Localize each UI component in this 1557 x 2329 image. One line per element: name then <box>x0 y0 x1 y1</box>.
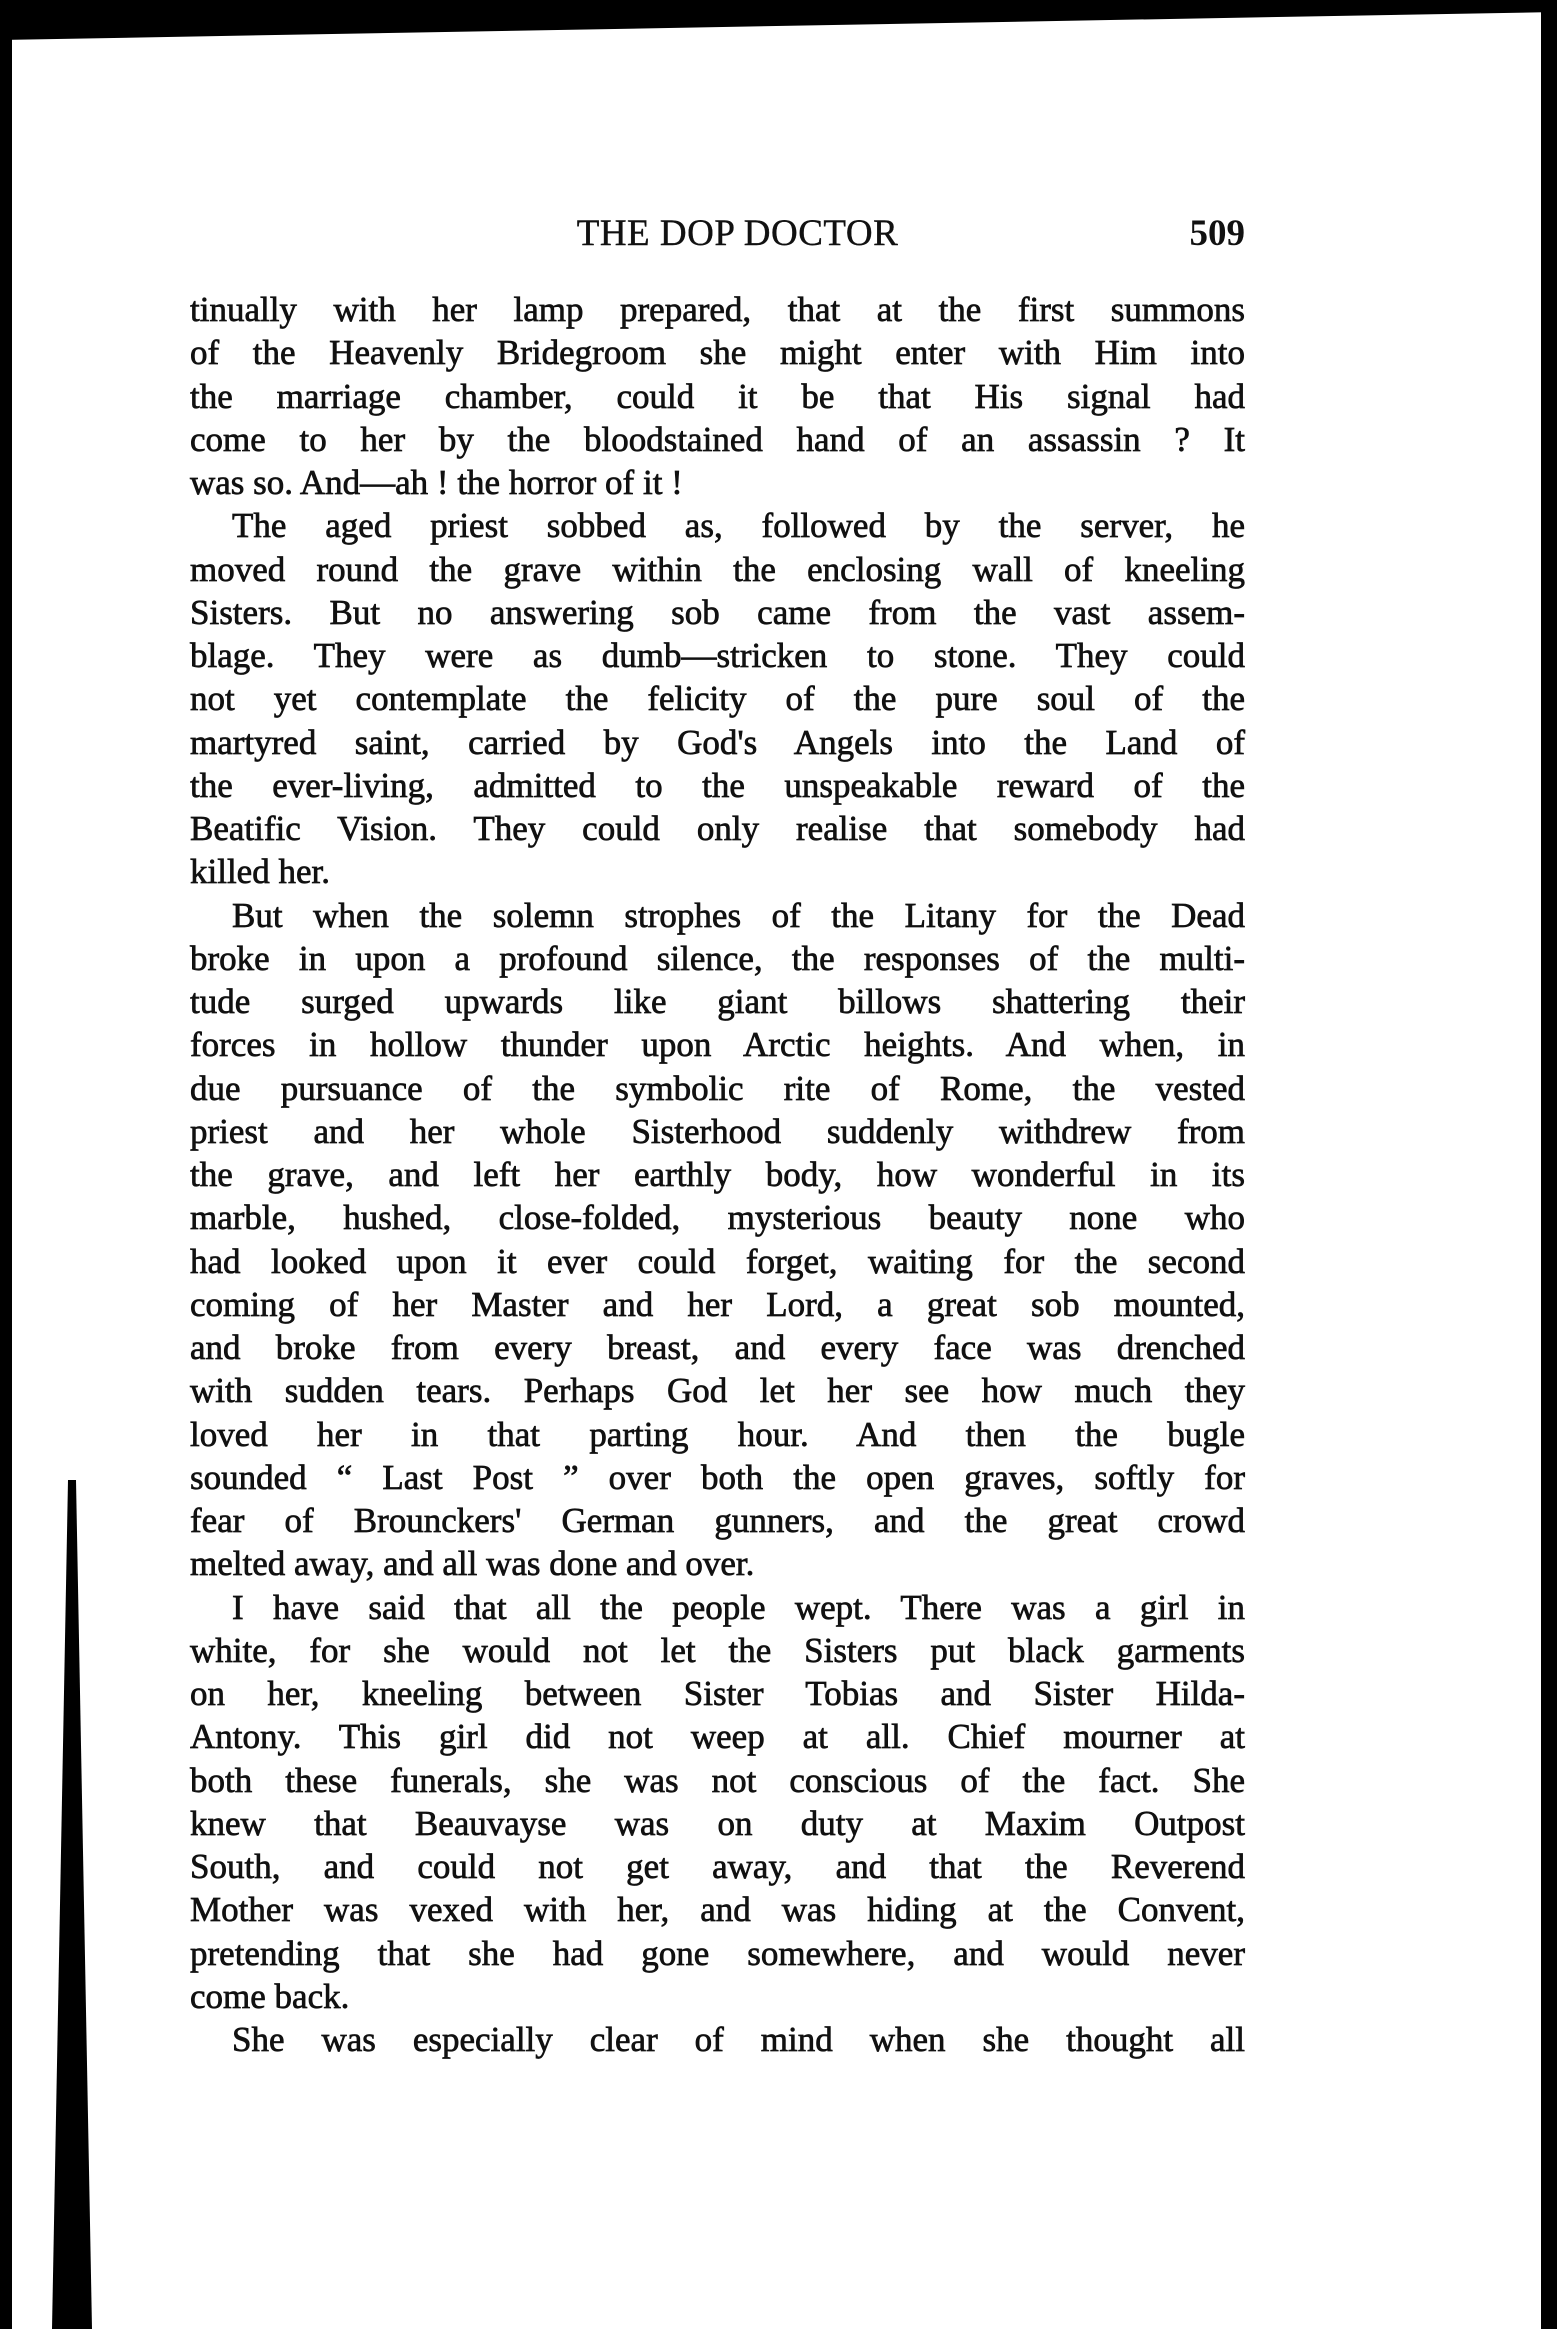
text-line: pretending that she had gone somewhere, and would never <box>190 1933 1245 1973</box>
scan-border-top <box>0 0 1557 40</box>
scan-gutter-shadow <box>52 1480 92 2329</box>
text-line: not yet contemplate the felicity of the pure soul of the <box>190 679 1245 719</box>
text-line: Sisters. But no answering sob came from the vast assem- <box>190 592 1245 632</box>
text-line: forces in hollow thunder upon Arctic heights. And when, in <box>190 1025 1245 1065</box>
text-line: the marriage chamber, could it be that His signal had <box>190 376 1245 416</box>
text-line: and broke from every breast, and every face was drenched <box>190 1328 1245 1367</box>
text-line: the ever-living, admitted to the unspeakable reward of the <box>190 765 1245 805</box>
text-line: martyred saint, carried by God's Angels into the Land of <box>190 722 1245 762</box>
page-body-text <box>190 288 1245 2061</box>
text-line: with sudden tears. Perhaps God let her see how much they <box>190 1371 1245 1411</box>
text-line: coming of her Master and her Lord, a great sob mounted, <box>190 1284 1245 1324</box>
text-line: was so. And—ah ! the horror of it ! <box>190 463 683 502</box>
text-line: had looked upon it ever could forget, waiting for the second <box>190 1241 1245 1281</box>
text-line: Mother was vexed with her, and was hiding at the Convent, <box>190 1890 1245 1930</box>
text-line: Beatific Vision. They could only realise that somebody had <box>190 809 1245 848</box>
page-number: 509 <box>1189 213 1245 254</box>
text-line: melted away, and all was done and over. <box>190 1544 755 1584</box>
page-header <box>190 212 1245 262</box>
running-title: THE DOP DOCTOR <box>576 213 899 254</box>
text-line: come back. <box>190 1976 350 2016</box>
scan-border-right <box>1541 0 1557 2329</box>
text-line: marble, hushed, close-folded, mysterious beauty none who <box>190 1198 1245 1238</box>
text-line: moved round the grave within the enclosing wall of kneeling <box>190 549 1245 589</box>
text-line: on her, kneeling between Sister Tobias and Sister Hilda- <box>190 1674 1245 1713</box>
text-line: South, and could not get away, and that the Reverend <box>190 1847 1245 1886</box>
text-line: blage. They were as dumb—stricken to stone. They could <box>190 636 1245 675</box>
text-line: tinually with her lamp prepared, that at the first summons <box>190 290 1245 329</box>
text-line: But when the solemn strophes of the Litany for the Dead <box>232 895 1245 935</box>
text-line: fear of Brounckers' German gunners, and the great crowd <box>190 1501 1245 1540</box>
text-line: priest and her whole Sisterhood suddenly withdrew from <box>190 1111 1245 1151</box>
text-line: knew that Beauvayse was on duty at Maxim Outpost <box>190 1803 1245 1843</box>
text-line: Antony. This girl did not weep at all. Chief mourner at <box>190 1717 1245 1757</box>
text-line: both these funerals, she was not conscious of the fact. She <box>190 1760 1245 1800</box>
text-line: loved her in that parting hour. And then the bugle <box>190 1414 1245 1454</box>
text-line: the grave, and left her earthly body, how wonderful in its <box>190 1155 1245 1194</box>
text-line: killed her. <box>190 852 330 892</box>
text-line: of the Heavenly Bridegroom she might enter with Him into <box>190 333 1245 373</box>
text-line: come to her by the bloodstained hand of an assassin ? It <box>190 419 1245 459</box>
text-line: sounded “ Last Post ” over both the open graves, softly for <box>190 1457 1245 1497</box>
scan-border-left <box>0 0 12 2329</box>
text-line: white, for she would not let the Sisters put black garments <box>190 1630 1245 1670</box>
text-line: broke in upon a profound silence, the responses of the multi- <box>190 938 1245 978</box>
text-line: tude surged upwards like giant billows shattering their <box>190 982 1245 1021</box>
text-line: The aged priest sobbed as, followed by the server, he <box>232 506 1245 546</box>
text-line: I have said that all the people wept. There was a girl in <box>232 1587 1245 1627</box>
text-line: She was especially clear of mind when she thought all <box>232 2020 1245 2059</box>
text-line: due pursuance of the symbolic rite of Rome, the vested <box>190 1068 1245 1108</box>
